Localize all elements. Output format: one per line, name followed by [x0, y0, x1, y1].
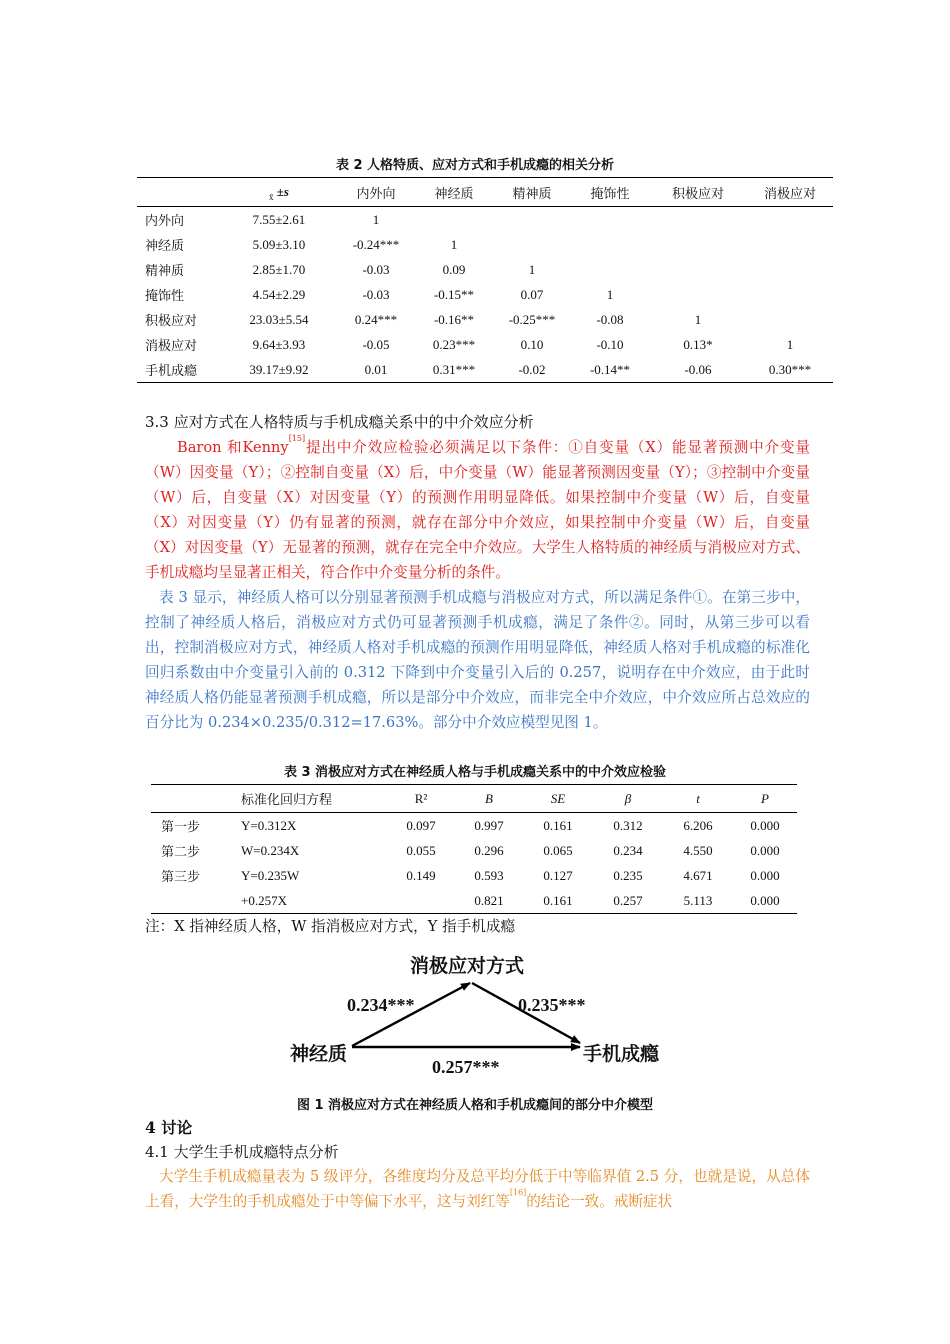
correlation-cell: 1	[528, 261, 536, 277]
correlation-cell: -0.16**	[433, 311, 475, 327]
correlation-cell: -0.15**	[433, 286, 475, 302]
stat-cell-p: 0.000	[750, 867, 780, 883]
table3-note: 注：X 指神经质人格，W 指消极应对方式，Y 指手机成瘾	[145, 918, 516, 935]
correlation-cell: 0.07	[520, 286, 544, 302]
node-phone-addiction: 手机成瘾	[583, 1043, 660, 1065]
figure1-caption: 图 1 消极应对方式在神经质人格和手机成瘾间的部分中介模型	[296, 1098, 654, 1113]
stat-cell-b: 0.997	[474, 817, 504, 833]
row-label: 手机成瘾	[145, 363, 198, 378]
correlation-cell: 1	[694, 311, 702, 327]
table-row	[151, 838, 797, 863]
paragraph-discussion: 大学生手机成瘾量表为 5 级评分，各维度均分及总平均分低于中等临界值 2.5 分，也就是说，从总体上看，大学生的手机成瘾处于中等偏下水平，这与刘红等[16]的结论一致。戒断症状	[145, 1168, 810, 1210]
paragraph-baron-kenny: Baron 和Kenny[15]提出中介效应检验必须满足以下条件：①自变量（X）能显著预测中介变量（W）因变量（Y）；②控制自变量（X）后，中介变量（W）能显著预测因变量（Y）；③控制中介变量（W）后，自变量（X）对因变量（Y）的预测作用明显降低。如果控制中介变量（W）后，自变量（X）对因变量（Y）仍有显著的预测，就存在部分中介效应，如果控制中介变量（W）后，自变量（X）对因变量（Y）无显著的预测，就存在完全中介效应。大学生人格特质的神经质与消极应对方式、手机成瘾均呈显著正相关，符合作中介变量分析的条件。	[145, 434, 810, 581]
row-label: 掩饰性	[145, 288, 185, 303]
stat-cell-p: 0.000	[750, 842, 780, 858]
correlation-cell	[649, 282, 747, 307]
correlation-cell: -0.03	[362, 286, 390, 302]
correlation-cell: -0.24***	[352, 236, 400, 252]
subsection-heading: 4.1 大学生手机成瘾特点分析	[145, 1143, 339, 1161]
stat-cell-p: 0.000	[750, 817, 780, 833]
col-header: P	[733, 785, 797, 813]
correlation-cell	[571, 207, 649, 233]
row-label: 内外向	[145, 213, 185, 228]
mean-sd-cell: 39.17±9.92	[249, 361, 309, 377]
correlation-cell	[649, 257, 747, 282]
correlation-cell: 0.23***	[432, 336, 476, 352]
step-label: 第一步	[161, 819, 201, 834]
mean-sd-cell: 2.85±1.70	[252, 261, 306, 277]
stat-cell-se: 0.161	[543, 892, 573, 908]
node-negative-coping: 消极应对方式	[410, 955, 525, 977]
correlation-cell	[747, 282, 833, 307]
col-header: SE	[523, 785, 593, 813]
stat-cell-r2: 0.149	[406, 867, 436, 883]
col-header: 精神质	[493, 178, 571, 207]
col-header: 内外向	[337, 178, 415, 207]
table3-caption: 表 3 消极应对方式在神经质人格与手机成瘾关系中的中介效应检验	[283, 765, 667, 780]
stat-cell-se: 0.127	[543, 867, 573, 883]
stat-cell-b: 0.593	[474, 867, 504, 883]
col-header: 消极应对	[747, 178, 833, 207]
step-label: 第二步	[161, 844, 201, 859]
stat-cell-p: 0.000	[750, 892, 780, 908]
col-header: t	[663, 785, 733, 813]
col-header: R²	[387, 785, 455, 813]
table-row	[137, 357, 833, 383]
stat-cell-b: 0.821	[474, 892, 504, 908]
table-row	[137, 207, 833, 233]
correlation-cell	[571, 232, 649, 257]
correlation-cell: -0.03	[362, 261, 390, 277]
table-row	[137, 332, 833, 357]
step-label: 第三步	[161, 869, 201, 884]
correlation-cell	[747, 207, 833, 233]
correlation-cell: 1	[606, 286, 614, 302]
stat-cell-beta: 0.234	[613, 842, 643, 858]
correlation-cell: -0.14**	[589, 361, 631, 377]
stat-cell-t: 6.206	[683, 817, 713, 833]
correlation-cell: -0.05	[362, 336, 390, 352]
correlation-cell: 1	[786, 336, 794, 352]
stat-cell-beta: 0.257	[613, 892, 643, 908]
correlation-cell	[747, 257, 833, 282]
table-row	[137, 282, 833, 307]
stat-cell-beta: 0.235	[613, 867, 643, 883]
col-header: 掩饰性	[571, 178, 649, 207]
col-header: 标准化回归方程	[237, 785, 387, 813]
correlation-cell: 0.09	[442, 261, 466, 277]
row-label: 积极应对	[145, 313, 198, 328]
correlation-cell: 0.30***	[768, 361, 812, 377]
correlation-table-body	[137, 207, 833, 383]
mean-sd-cell: 4.54±2.29	[252, 286, 306, 302]
stat-cell-t: 4.671	[683, 867, 713, 883]
table-row	[151, 863, 797, 888]
table-row	[137, 232, 833, 257]
correlation-cell	[415, 207, 493, 233]
table2-caption: 表 2 人格特质、应对方式和手机成瘾的相关分析	[335, 158, 615, 173]
correlation-cell: -0.06	[684, 361, 712, 377]
stat-cell-r2: 0.055	[406, 842, 436, 858]
correlation-cell: 0.24***	[354, 311, 398, 327]
node-neuroticism: 神经质	[290, 1043, 348, 1065]
paragraph-table3-explanation: 表 3 显示，神经质人格可以分别显著预测手机成瘾与消极应对方式，所以满足条件①。在第三步中，控制了神经质人格后，消极应对方式仍可显著预测手机成瘾，满足了条件②。同时，从第三步可以看出，控制消极应对方式，神经质人格对手机成瘾的预测作用明显降低，神经质人格对手机成瘾的标准化回归系数由中介变量引入前的 0.312 下降到中介变量引入后的 0.257，说明存在中介效应，由于此时神经质人格仍能显著预测手机成瘾，所以是部分中介效应，而非完全中介效应，中介效应所占总效应的百分比为 0.234×0.235/0.312=17.63%。部分中介效应模型见图 1。	[145, 589, 810, 731]
table-row	[151, 813, 797, 839]
correlation-cell: 0.01	[364, 361, 388, 377]
correlation-cell	[571, 257, 649, 282]
stat-cell-se: 0.161	[543, 817, 573, 833]
col-header: β	[593, 785, 663, 813]
correlation-cell: 1	[450, 236, 458, 252]
mean-sd-cell: 7.55±2.61	[252, 211, 306, 227]
row-label: 精神质	[145, 263, 185, 278]
equation-cell: W=0.234X	[241, 842, 300, 858]
correlation-cell: -0.10	[596, 336, 624, 352]
row-label: 神经质	[145, 238, 185, 253]
mean-sd-cell: 9.64±3.93	[252, 336, 306, 352]
stat-cell-r2: 0.097	[406, 817, 436, 833]
stat-cell-t: 4.550	[683, 842, 713, 858]
stat-cell-se: 0.065	[543, 842, 573, 858]
correlation-cell: 1	[372, 211, 380, 227]
path-b-coefficient: 0.235***	[518, 995, 586, 1015]
table-row	[137, 257, 833, 282]
stat-cell-r2	[387, 888, 455, 914]
stat-cell-beta: 0.312	[613, 817, 643, 833]
row-label: 消极应对	[145, 338, 198, 353]
mediation-diagram	[250, 945, 700, 1090]
table-header-row	[137, 178, 833, 207]
mediation-table-body	[151, 813, 797, 914]
correlation-cell	[747, 232, 833, 257]
mean-sd-cell: 5.09±3.10	[252, 236, 306, 252]
path-c-coefficient: 0.257***	[432, 1057, 500, 1077]
correlation-cell	[493, 232, 571, 257]
correlation-cell	[649, 232, 747, 257]
col-header: 神经质	[415, 178, 493, 207]
correlation-cell: 0.10	[520, 336, 544, 352]
mediation-table	[151, 784, 797, 914]
stat-cell-t: 5.113	[683, 892, 713, 908]
correlation-cell: -0.08	[596, 311, 624, 327]
equation-cell: +0.257X	[241, 892, 287, 908]
equation-cell: Y=0.312X	[241, 817, 297, 833]
citation: [16]	[509, 1188, 527, 1197]
col-header: B	[455, 785, 523, 813]
mean-sd-cell: 23.03±5.54	[249, 311, 309, 327]
section-heading: 4 讨论	[145, 1118, 193, 1137]
mean-sd-header: $_{x̄}$ ±s	[221, 178, 337, 207]
stat-cell-b: 0.296	[474, 842, 504, 858]
table-row	[151, 888, 797, 914]
correlation-cell	[493, 207, 571, 233]
citation: [15]	[288, 434, 306, 443]
correlation-table	[137, 177, 833, 383]
col-header: 积极应对	[649, 178, 747, 207]
table-header-row	[151, 785, 797, 813]
correlation-cell: -0.25***	[508, 311, 556, 327]
correlation-cell: 0.31***	[432, 361, 476, 377]
correlation-cell: 0.13*	[683, 336, 713, 352]
table-row	[137, 307, 833, 332]
equation-cell: Y=0.235W	[241, 867, 300, 883]
correlation-cell	[747, 307, 833, 332]
correlation-cell	[649, 207, 747, 233]
correlation-cell: -0.02	[518, 361, 546, 377]
step-label	[151, 888, 237, 914]
section-heading: 3.3 应对方式在人格特质与手机成瘾关系中的中介效应分析	[145, 413, 534, 431]
path-a-coefficient: 0.234***	[347, 995, 415, 1015]
